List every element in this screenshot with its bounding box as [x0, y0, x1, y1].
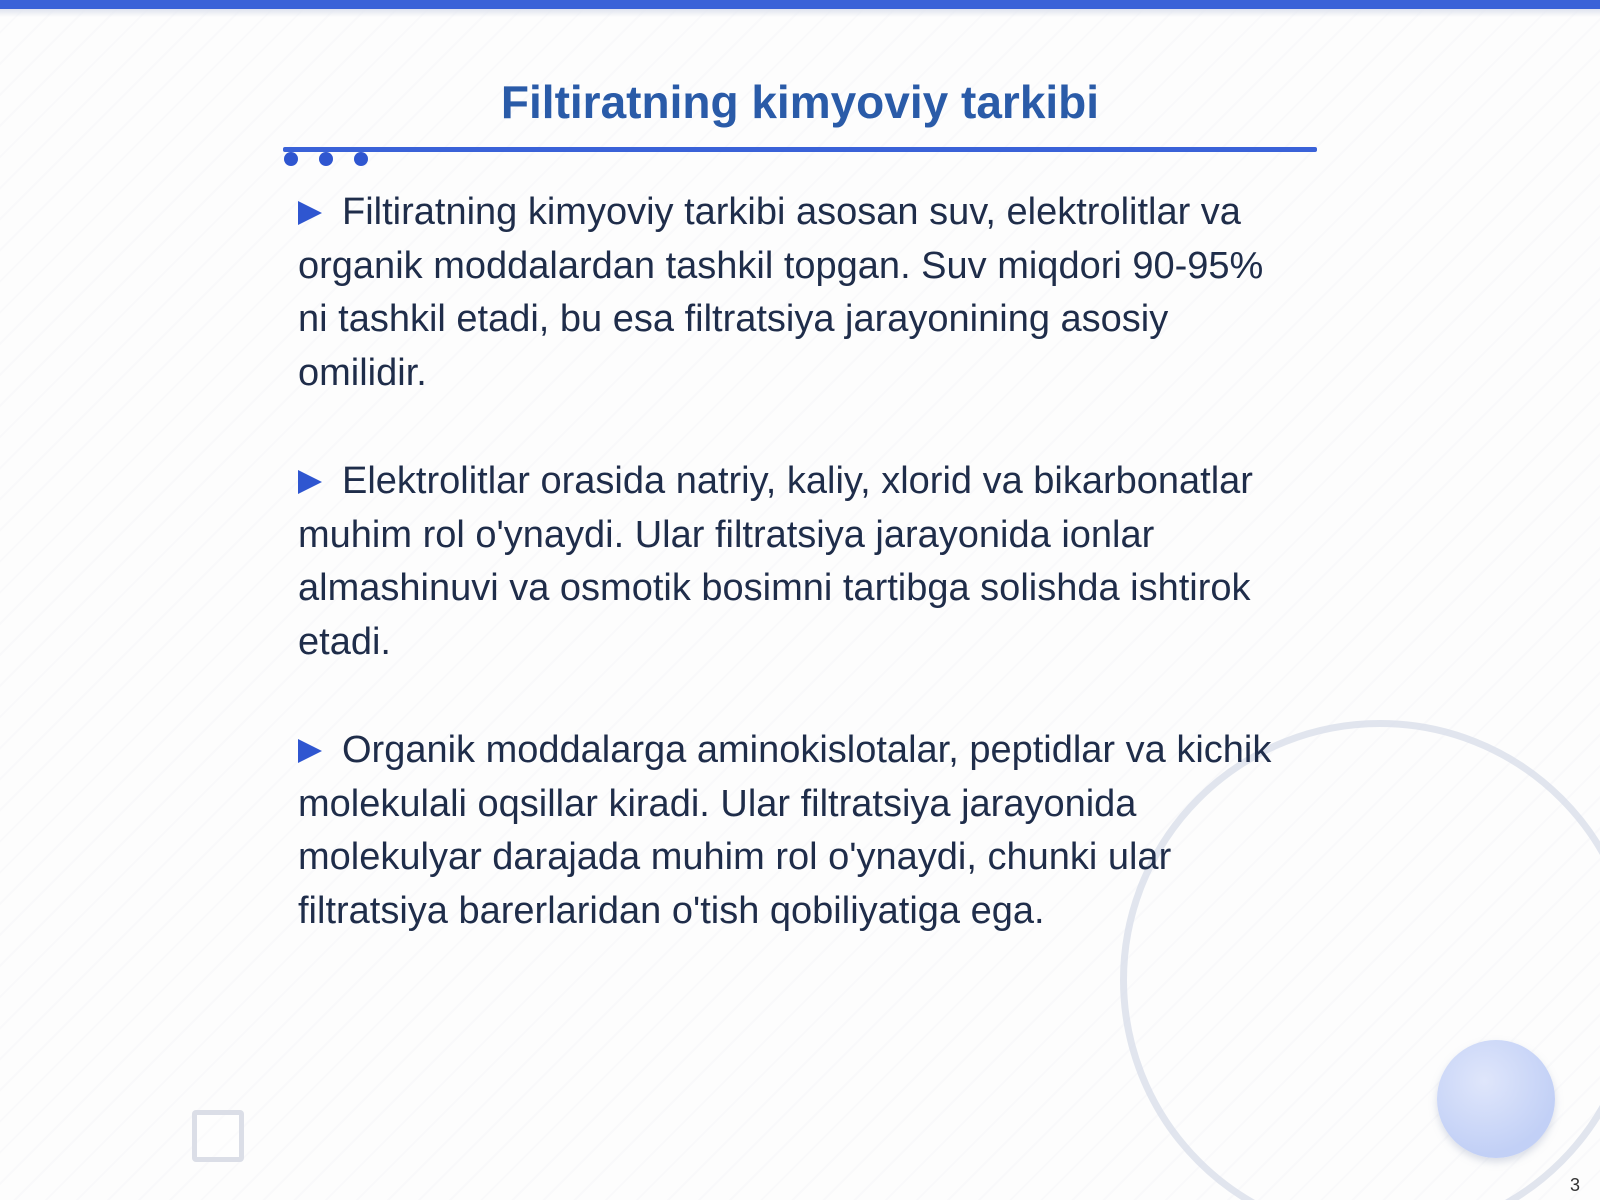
bullet-text: Elektrolitlar orasida natriy, kaliy, xlorid va bikarbonatlar muhim rol o'ynaydi. Ular filtratsiya jarayonida ionlar almashinuvi va osmotik bosimni tartibga solishda ishtirok etadi.: [298, 460, 1253, 663]
triangle-bullet-icon: [298, 470, 322, 494]
top-bar-shadow: [0, 9, 1600, 17]
bullet-item: [298, 186, 1288, 400]
dot-ornament-icon: [354, 152, 368, 166]
top-accent-bar: [0, 0, 1600, 9]
bullet-item: [298, 455, 1288, 669]
title-underline: [283, 147, 1317, 152]
bullet-item: [298, 724, 1288, 938]
decorative-square: [192, 1110, 244, 1162]
page-number: 3: [1569, 1175, 1580, 1195]
dot-ornament-icon: [319, 152, 333, 166]
dot-ornament-icon: [284, 152, 298, 166]
bullet-text: Filtiratning kimyoviy tarkibi asosan suv, elektrolitlar va organik moddalardan tashkil topgan. Suv miqdori 90-95% ni tashkil etadi, bu esa filtratsiya jarayonining asosiy omilidir.: [298, 191, 1264, 394]
bullet-list: [298, 186, 1288, 993]
triangle-bullet-icon: [298, 201, 322, 225]
triangle-bullet-icon: [298, 739, 322, 763]
bullet-text: Organik moddalarga aminokislotalar, peptidlar va kichik molekulali oqsillar kiradi. Ular filtratsiya jarayonida molekulyar darajada muhim rol o'ynaydi, chunki ular filtratsiya barerlaridan o'tish qobiliyatiga ega.: [298, 729, 1272, 932]
decorative-circle: [1437, 1040, 1555, 1158]
slide-title: Filtiratning kimyoviy tarkibi: [500, 76, 1100, 128]
